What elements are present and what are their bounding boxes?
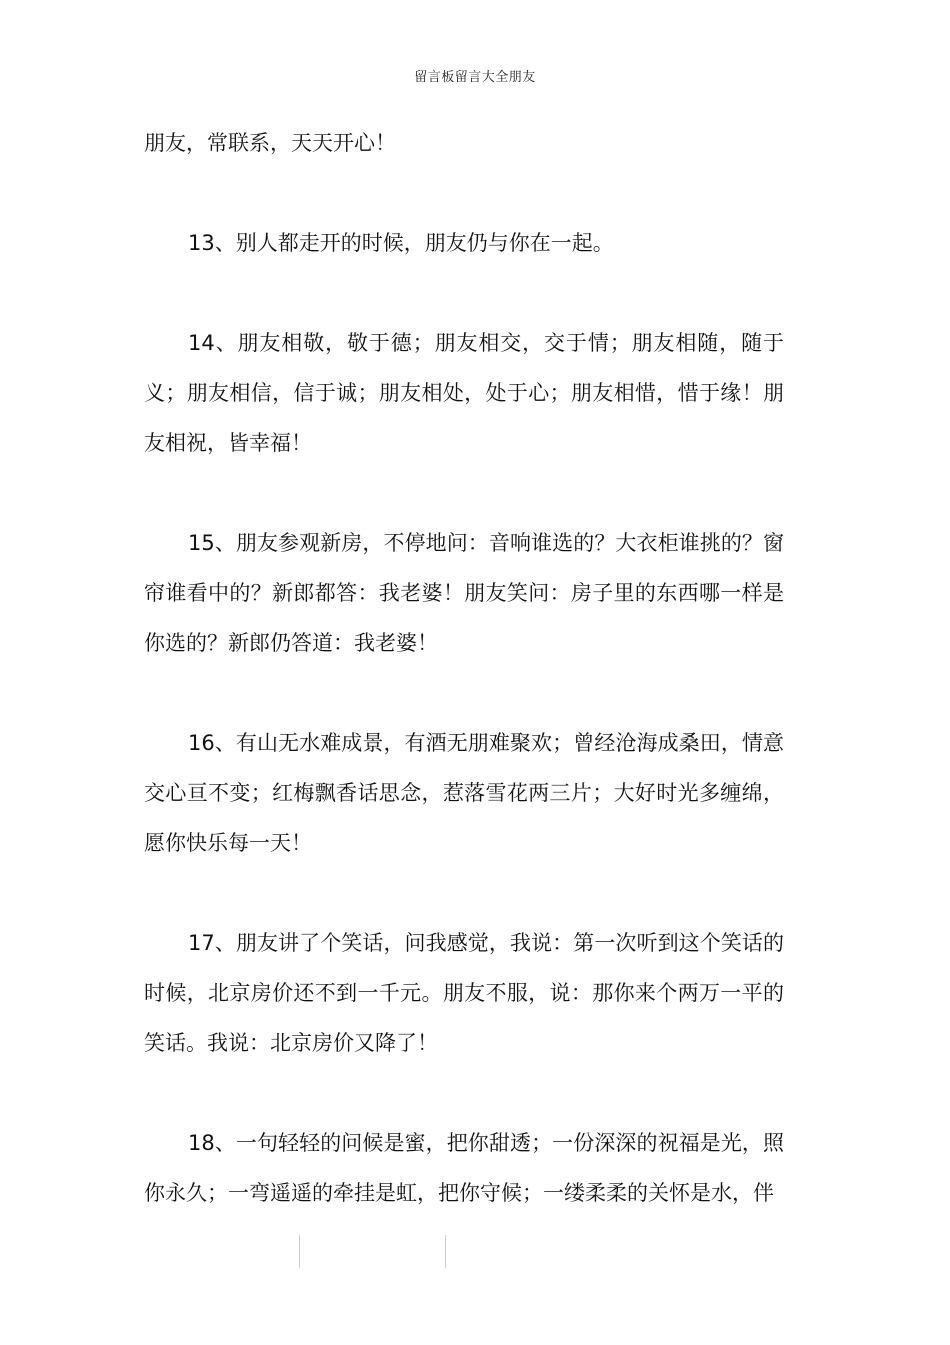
divider-line-right — [445, 1235, 446, 1268]
paragraph-13: 13、别人都走开的时候，朋友仍与你在一起。 — [188, 231, 614, 255]
divider-line-left — [299, 1235, 300, 1268]
paragraph-16: 16、有山无水难成景，有酒无朋难聚欢；曾经沧海成桑田，情意交心亘不变；红梅飘香话思念，惹落雪花两三片；大好时光多缠绵，愿你快乐每一天！ — [144, 731, 784, 855]
document-body — [144, 118, 784, 1268]
page-header: 留言板留言大全朋友 — [414, 70, 536, 85]
paragraph-17: 17、朋友讲了个笑话，问我感觉，我说：第一次听到这个笑话的时候，北京房价还不到一千元。朋友不服，说：那你来个两万一平的笑话。我说：北京房价又降了！ — [144, 931, 784, 1055]
paragraph-18: 18、一句轻轻的问候是蜜，把你甜透；一份深深的祝福是光，照你永久；一弯遥遥的牵挂是虹，把你守候；一缕柔柔的关怀是水，伴 — [144, 1131, 784, 1205]
paragraph-15: 15、朋友参观新房，不停地问：音响谁选的？大衣柜谁挑的？窗帘谁看中的？新郎都答：我老婆！朋友笑问：房子里的东西哪一样是你选的？新郎仍答道：我老婆！ — [144, 531, 784, 655]
paragraph-14: 14、朋友相敬，敬于德；朋友相交，交于情；朋友相随，随于义；朋友相信，信于诚；朋友相处，处于心；朋友相惜，惜于缘！朋友相祝，皆幸福！ — [144, 331, 784, 455]
paragraph-continuation: 朋友，常联系，天天开心！ — [144, 131, 396, 155]
